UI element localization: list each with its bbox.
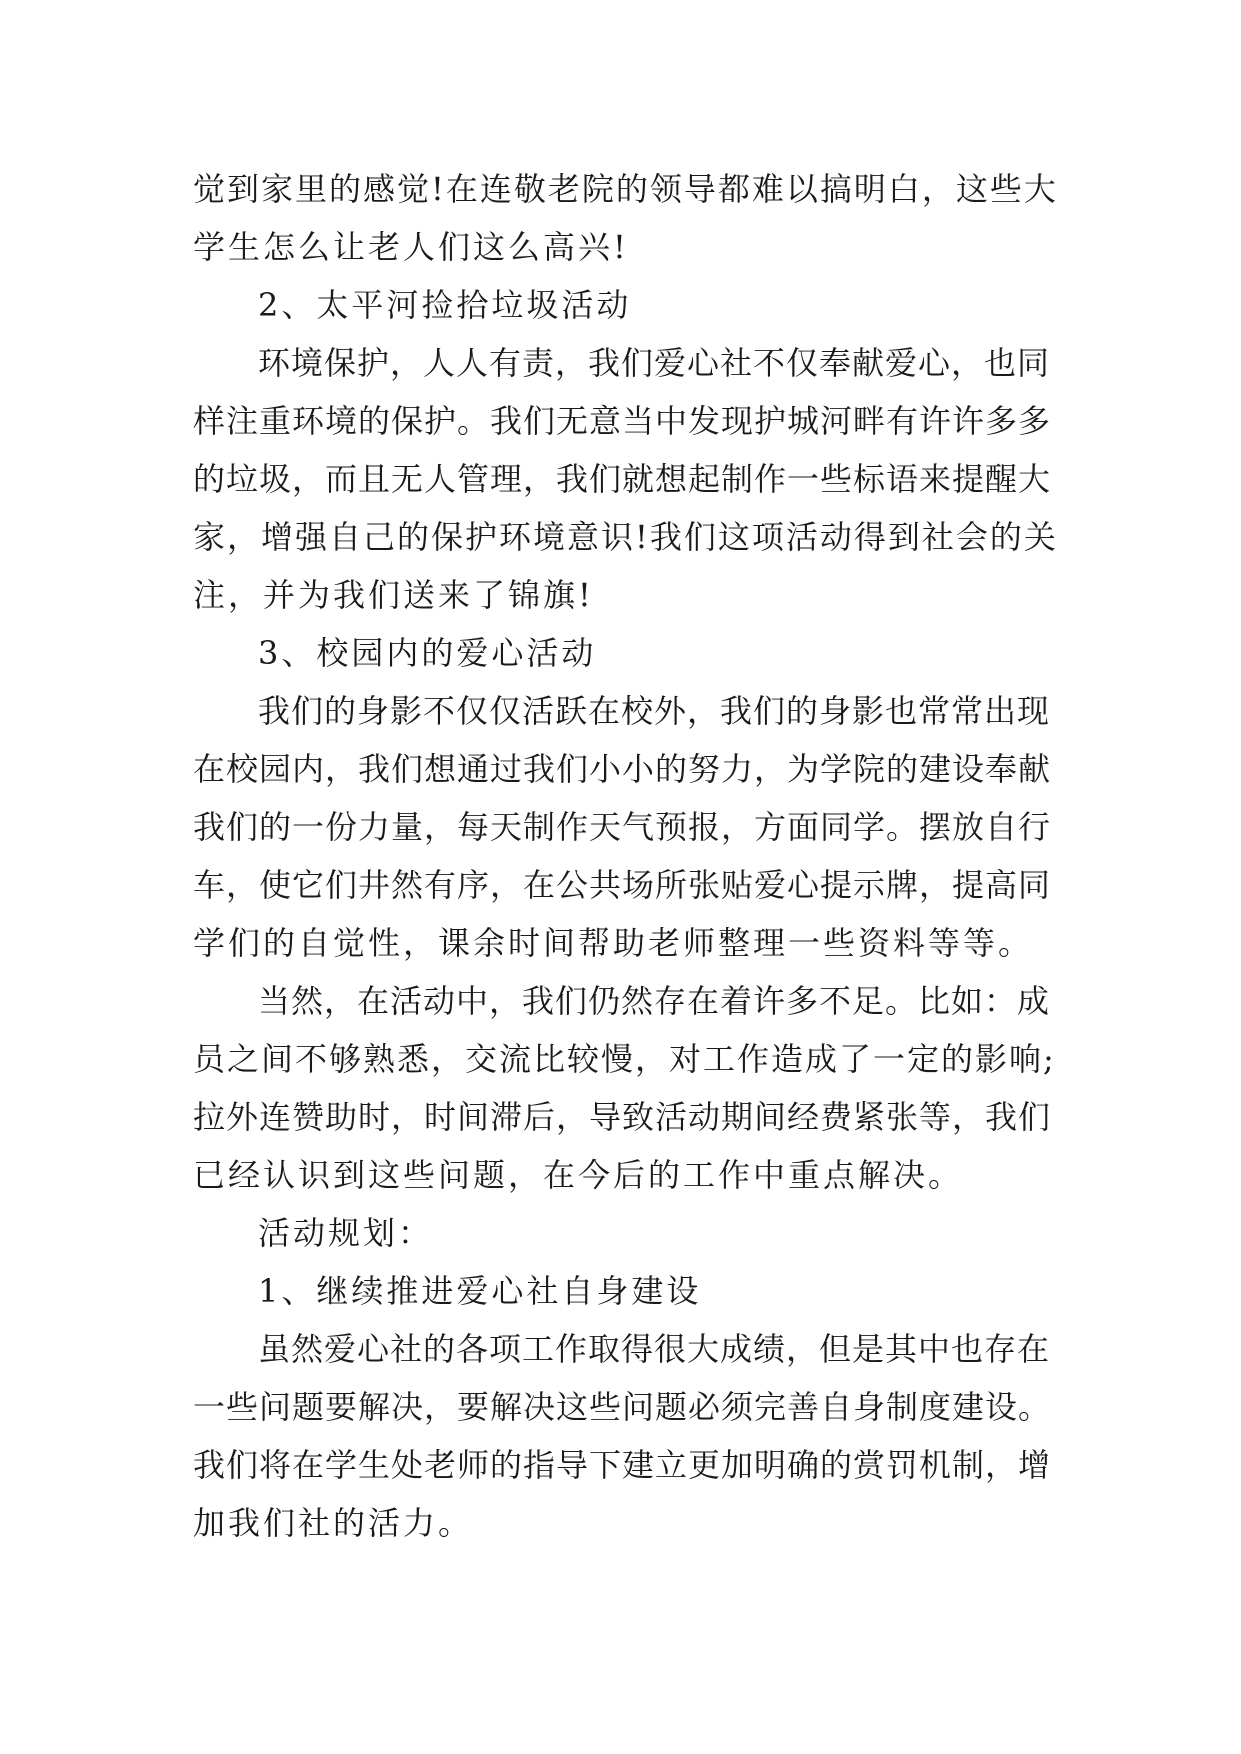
section-heading: 3、校园内的爱心活动 — [258, 634, 597, 672]
text-line: 注，并为我们送来了锦旗! — [193, 576, 594, 614]
section-heading: 1、继续推进爱心社自身建设 — [258, 1272, 702, 1310]
text-line: 拉外连赞助时，时间滞后，导致活动期间经费紧张等，我们 — [193, 1098, 1052, 1136]
text-line: 环境保护，人人有责，我们爱心社不仅奉献爱心，也同 — [258, 344, 1051, 382]
text-line: 当然，在活动中，我们仍然存在着许多不足。比如：成 — [258, 982, 1051, 1020]
text-line: 学生怎么让老人们这么高兴! — [193, 228, 629, 266]
text-line: 觉到家里的感觉!在连敬老院的领导都难以搞明白，这些大 — [193, 170, 1058, 208]
text-line: 员之间不够熟悉，交流比较慢，对工作造成了一定的影响; — [193, 1040, 1056, 1078]
text-line: 已经认识到这些问题，在今后的工作中重点解决。 — [193, 1156, 964, 1194]
text-line: 我们的身影不仅仅活跃在校外，我们的身影也常常出现 — [258, 692, 1051, 730]
text-line: 一些问题要解决，要解决这些问题必须完善自身制度建设。 — [193, 1388, 1052, 1426]
text-line: 我们将在学生处老师的指导下建立更加明确的赏罚机制，增 — [193, 1446, 1052, 1484]
section-heading: 活动规划： — [258, 1214, 434, 1252]
text-line: 我们的一份力量，每天制作天气预报，方面同学。摆放自行 — [193, 808, 1052, 846]
text-line: 学们的自觉性，课余时间帮助老师整理一些资料等等。 — [193, 924, 1034, 962]
text-line: 虽然爱心社的各项工作取得很大成绩，但是其中也存在 — [258, 1330, 1051, 1368]
text-line: 样注重环境的保护。我们无意当中发现护城河畔有许许多多 — [193, 402, 1052, 440]
text-line: 车，使它们井然有序，在公共场所张贴爱心提示牌，提高同 — [193, 866, 1052, 904]
text-line: 在校园内，我们想通过我们小小的努力，为学院的建设奉献 — [193, 750, 1052, 788]
text-line: 加我们社的活力。 — [193, 1504, 474, 1542]
text-line: 的垃圾，而且无人管理，我们就想起制作一些标语来提醒大 — [193, 460, 1052, 498]
text-line: 家，增强自己的保护环境意识!我们这项活动得到社会的关 — [193, 518, 1058, 556]
section-heading: 2、太平河捡拾垃圾活动 — [258, 286, 632, 324]
